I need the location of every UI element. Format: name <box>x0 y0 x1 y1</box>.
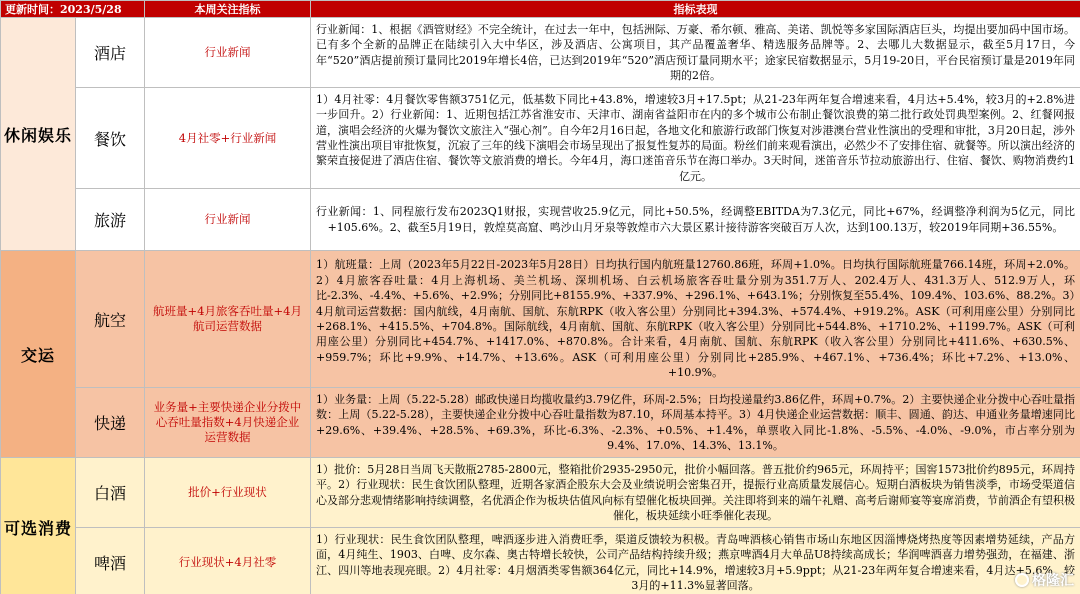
performance-beer: 1）行业现状：民生食饮团队整理，啤酒逐步进入消费旺季，渠道反馈较为积极。青岛啤酒核心销售市场山东地区因淄博烧烤热度等因素增势延续，产品方面，4月纯生、1903、白啤、皮尔森、奥古特增长较快，公司产品结构持续升级；燕京啤酒4月大单品U8持续高成长；华润啤酒喜力增势强劲，在福建、浙江、四川等地表现亮眼。2）4月社零：4月烟酒类零售额364亿元，同比+14.9%，增速较3月+5.9ppt；从21-23年两年复合增速来看，4月达+5.6%，较3月的+11.3%显著回落。 <box>311 528 1080 594</box>
indicator-hotel: 行业新闻 <box>145 18 311 88</box>
category-transport: 交运 <box>1 251 76 458</box>
table-row <box>1 388 1080 458</box>
performance-baijiu: 1）批价：5月28日当周飞天散瓶2785-2800元，整箱批价2935-2950元，批价小幅回落。普五批价约965元，环周持平；国窖1573批价约895元，环周持平。2）行业现状：民生食饮团队整理，近期各家酒企股东大会及业绩说明会密集召开，提振行业高质量发展信心。短期白酒板块为销售淡季，市场受渠道信心及部分悲观情绪影响持续调整，名优酒企作为板块估值风向标有望催化板块回弹。关注即将到来的端午礼赠、高考后谢师宴等宴席消费，节前酒企有望积极催化，板块延续小旺季催化表现。 <box>311 458 1080 528</box>
category-discretionary: 可选消费 <box>1 458 76 594</box>
indicator-catering: 4月社零+行业新闻 <box>145 88 311 189</box>
watermark-logo <box>1015 570 1074 590</box>
sector-baijiu: 白酒 <box>76 458 145 528</box>
indicator-baijiu: 批价+行业现状 <box>145 458 311 528</box>
performance-tourism: 行业新闻：1、同程旅行发布2023Q1财报，实现营收25.9亿元，同比+50.5%，经调整EBITDA为7.3亿元，同比+67%，经调整净利润为5亿元，同比+105.6%。2、截至5月19日，敦煌莫高窟、鸣沙山月牙泉等敦煌市六大景区累计接待游客突破百万人次，达到100.13万，较2019年同期+36.55%。 <box>311 189 1080 251</box>
sector-beer: 啤酒 <box>76 528 145 594</box>
performance-hotel: 行业新闻：1、根据《酒管财经》不完全统计，在过去一年中，包括洲际、万豪、希尔顿、雅高、美诺、凯悦等多家国际酒店巨头，均提出要加码中国市场。已有多个全新的品牌正在陆续引入大中华区，涉及酒店、公寓项目，其产品覆盖奢华、精选服务品牌等。2、去哪儿大数据显示，截至5月17日，今年“520”酒店提前预订量同比2019年增长4倍，已达到2019年“520”酒店预订量同期水平；途家民宿数据显示，5月19-20日，平台民宿预订量是2019年同期的2倍。 <box>311 18 1080 88</box>
watermark-text: 格隆汇 <box>1032 573 1074 589</box>
table-row <box>1 18 1080 88</box>
sector-tourism: 旅游 <box>76 189 145 251</box>
sector-aviation: 航空 <box>76 251 145 388</box>
category-leisure: 休闲娱乐 <box>1 18 76 251</box>
table-row <box>1 251 1080 388</box>
table-header-row <box>1 1 1080 18</box>
header-indicator-performance: 指标表现 <box>311 1 1080 18</box>
performance-express: 1）业务量：上周（5.22-5.28）邮政快递日均揽收量约3.79亿件，环周-2.5%；日均投递量约3.86亿件，环周+0.7%。2）主要快递企业分拨中心吞吐量指数：上周（5.22-5.28），主要快递企业分拨中心吞吐量指数为87.10，环周基本持平。3）4月快递企业运营数据：顺丰、圆通、韵达、申通业务量增速同比+29.6%、+39.4%、+28.5%、+69.3%，环比-6.3%、-2.3%、+0.5%、+1.4%，单票收入同比-1.8%、-5.5%、-4.0%、-9.0%，市占率分别为9.4%、17.0%、14.3%、13.1%。 <box>311 388 1080 458</box>
watermark-icon <box>1015 573 1029 587</box>
header-update-time: 更新时间：2023/5/28 <box>1 1 145 18</box>
sector-express: 快递 <box>76 388 145 458</box>
indicator-aviation: 航班量+4月旅客吞吐量+4月航司运营数据 <box>145 251 311 388</box>
performance-catering: 1）4月社零：4月餐饮零售额3751亿元，低基数下同比+43.8%，增速较3月+17.5pt；从21-23年两年复合增速来看，4月达+5.4%，较3月的+2.8%进一步回升。2）行业新闻：1、近期包括江苏省淮安市、天津市、湖南省益阳市在内的多个城市公布制止餐饮浪费的第二批行政处罚典型案例。2、红餐网报道，演唱会经济的火爆为餐饮文旅注入“强心剂”。自今年2月16日起，各地文化和旅游行政部门恢复对涉港澳台营业性演出的受理和审批，3月20日起，涉外营业性演出项目审批恢复，沉寂了三年的线下演唱会市场呈现出了报复性复苏的局面。粉丝们前来观看演出，必然少不了安排住宿、就餐等。所以演出经济的繁荣直接促进了酒店住宿、餐饮等文旅消费的增长。今年4月，海口迷笛音乐节在海口举办。3天时间，迷笛音乐节拉动旅游出行、住宿、餐饮、购物消费约1亿元。 <box>311 88 1080 189</box>
sector-hotel: 酒店 <box>76 18 145 88</box>
performance-aviation: 1）航班量：上周（2023年5月22日-2023年5月28日）日均执行国内航班量12760.86班，环周+1.0%。日均执行国际航班量766.14班，环周+2.0%。2）4月旅客吞吐量：4月上海机场、美兰机场、深圳机场、白云机场旅客吞吐量分别为351.7万人、202.4万人、431.3万人、512.9万人，环比-2.3%、-4.4%、+5.6%、+2.9%；分别同比+8155.9%、+337.9%、+296.1%、+643.1%；分别恢复至55.4%、109.4%、103.6%、88.2%。3）4月航司运营数据：国内航线，4月南航、国航、东航RPK（收入客公里）分别同比+394.3%、+574.4%、+919.2%。ASK（可利用座公里）分别同比+268.1%、+415.5%、+704.8%。国际航线，4月南航、国航、东航RPK（收入客公里）分别同比+544.8%、+1710.2%、+1199.7%。ASK（可利用座公里）分别同比+454.7%、+1417.0%、+870.8%。合计来看，4月南航、国航、东航RPK（收入客公里）分别同比+411.6%、+630.5%、+959.7%；环比+9.9%、+14.7%、+13.6%。ASK（可利用座公里）分别同比+285.9%、+467.1%、+736.4%；环比+7.2%、+13.0%、+10.9%。 <box>311 251 1080 388</box>
table-row <box>1 88 1080 189</box>
sector-catering: 餐饮 <box>76 88 145 189</box>
header-focus-indicators: 本周关注指标 <box>145 1 311 18</box>
indicator-tourism: 行业新闻 <box>145 189 311 251</box>
indicator-express: 业务量+主要快递企业分拨中心吞吐量指数+4月快递企业运营数据 <box>145 388 311 458</box>
table-row <box>1 458 1080 528</box>
indicator-beer: 行业现状+4月社零 <box>145 528 311 594</box>
table-row <box>1 528 1080 594</box>
table-row <box>1 189 1080 251</box>
